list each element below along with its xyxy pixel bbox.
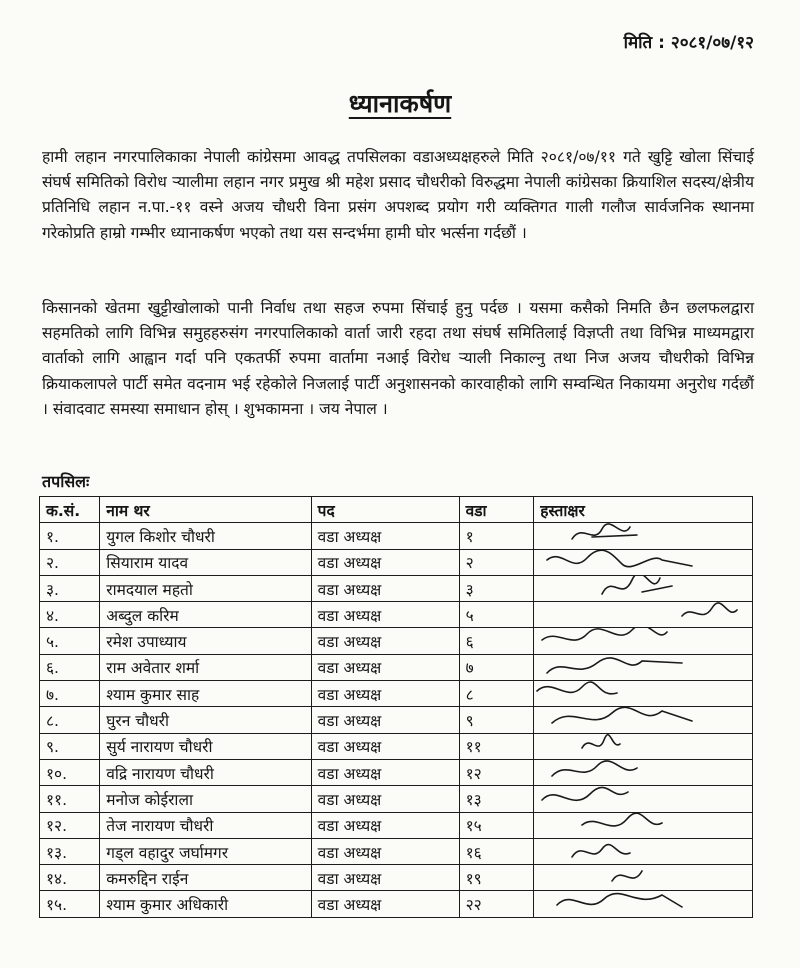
ward-cell: १५ [459,812,534,838]
signature-cell [534,549,753,575]
header-name: नाम थर [100,497,311,523]
name-cell: श्याम कुमार साह [100,681,311,707]
signature-cell [534,575,753,601]
post-cell: वडा अध्यक्ष [311,654,459,680]
name-cell: राम अवेतार शर्मा [100,654,311,680]
table-row [40,786,753,812]
serial-cell: ११. [40,786,100,812]
serial-cell: १४. [40,865,100,891]
serial-cell: ९. [40,733,100,759]
name-cell: सुर्य नारायण चौधरी [100,733,311,759]
handwritten-signature [542,838,752,864]
signature-cell [534,681,753,707]
ward-cell: ६ [459,628,534,654]
name-cell: कमरुद्दिन राईन [100,865,311,891]
ward-cell: ८ [459,681,534,707]
paragraph-1: हामी लहान नगरपालिकाका नेपाली कांग्रेसमा आवद्ध तपसिलका वडाअध्यक्षहरुले मिति २०८१/०७/११ गते खुट्टि खोला सिंचाई संघर्ष समितिको विरोध र्‍यालीमा लहान नगर प्रमुख श्री महेश प्रसाद चौधरीको विरुद्धमा नेपाली कांग्रेसका क्रियाशिल सदस्य/क्षेत्रीय प्रतिनिधि लहान न.पा.-११ वस्ने अजय चौधरी विना प्रसंग अपशब्द प्रयोग गरी व्यक्तिगत गाली गलौज सार्वजनिक स्थानमा गरेकोप्रति हाम्रो गम्भीर ध्यानाकर्षण भएको तथा यस सन्दर्भमा हामी घोर भर्त्सना गर्दछौं । [42,148,754,242]
name-cell: गड्ल वहादुर जर्घामगर [100,838,311,864]
serial-cell: ८. [40,707,100,733]
signature-stroke [537,682,617,694]
header-post: पद [311,497,459,523]
table-row [40,707,753,733]
table-row [40,733,753,759]
serial-cell: ४. [40,602,100,628]
table-row [40,681,753,707]
table-row [40,838,753,864]
table-row [40,523,753,549]
handwritten-signature [542,575,752,601]
name-cell: रामदयाल महतो [100,575,311,601]
serial-cell: १०. [40,759,100,785]
serial-cell: ५. [40,628,100,654]
ward-cell: ७ [459,654,534,680]
handwritten-signature [542,786,752,812]
name-cell: मनोज कोईराला [100,786,311,812]
serial-cell: ३. [40,575,100,601]
name-cell: रमेश उपाध्याय [100,628,311,654]
handwritten-signature [542,812,752,838]
name-cell: घुरन चौधरी [100,707,311,733]
ward-cell: २ [459,549,534,575]
post-cell: वडा अध्यक्ष [311,628,459,654]
signature-cell [534,891,753,917]
table-row [40,602,753,628]
signature-stroke [547,658,682,673]
serial-cell: १. [40,523,100,549]
name-cell: वद्रि नारायण चौधरी [100,759,311,785]
signature-stroke [552,708,692,724]
ward-cell: १६ [459,838,534,864]
handwritten-signature [542,523,752,549]
table-row [40,549,753,575]
post-cell: वडा अध्यक्ष [311,549,459,575]
serial-cell: १३. [40,838,100,864]
post-cell: वडा अध्यक्ष [311,707,459,733]
post-cell: वडा अध्यक्ष [311,838,459,864]
ward-cell: १ [459,523,534,549]
signature-stroke [682,603,737,616]
handwritten-signature [542,891,752,917]
signature-cell [534,733,753,759]
serial-cell: १५. [40,891,100,917]
name-cell: युगल किशोर चौधरी [100,523,311,549]
document-date: मिति : २०८१/०७/१२ [623,33,754,53]
table-row [40,865,753,891]
signature-stroke [572,844,630,856]
post-cell: वडा अध्यक्ष [311,759,459,785]
serial-cell: २. [40,549,100,575]
signature-cell [534,812,753,838]
name-cell: अब्दुल करिम [100,602,311,628]
signature-stroke [572,524,637,539]
post-cell: वडा अध्यक्ष [311,891,459,917]
signatory-table [39,496,753,918]
serial-cell: ७. [40,681,100,707]
post-cell: वडा अध्यक्ष [311,523,459,549]
post-cell: वडा अध्यक्ष [311,602,459,628]
signature-cell [534,786,753,812]
post-cell: वडा अध्यक्ष [311,575,459,601]
handwritten-signature [542,654,752,680]
table-header-row [40,497,753,523]
signature-cell [534,865,753,891]
signature-cell [534,838,753,864]
signature-stroke [582,813,662,826]
post-cell: वडा अध्यक्ष [311,786,459,812]
handwritten-signature [542,865,752,891]
handwritten-signature [542,549,752,575]
signature-stroke [542,628,667,641]
handwritten-signature [542,602,752,628]
handwritten-signature [542,759,752,785]
table-row [40,654,753,680]
ward-cell: १९ [459,865,534,891]
ward-cell: ९ [459,707,534,733]
post-cell: वडा अध्यक्ष [311,681,459,707]
header-signature: हस्ताक्षर [534,497,753,523]
name-cell: सियाराम यादव [100,549,311,575]
ward-cell: १२ [459,759,534,785]
handwritten-signature [542,707,752,733]
signature-cell [534,654,753,680]
post-cell: वडा अध्यक्ष [311,865,459,891]
header-serial: क.सं. [40,497,100,523]
signature-stroke [547,550,692,566]
ward-cell: ५ [459,602,534,628]
handwritten-signature [542,733,752,759]
signature-cell [534,759,753,785]
ward-cell: ११ [459,733,534,759]
signature-cell [534,602,753,628]
table-row [40,812,753,838]
signature-cell [534,707,753,733]
name-cell: श्याम कुमार अधिकारी [100,891,311,917]
document-title: ध्यानाकर्षण [348,89,452,118]
table-row [40,759,753,785]
table-row [40,628,753,654]
paragraph-2: किसानको खेतमा खुट्टीखोलाको पानी निर्वाध तथा सहज रुपमा सिंचाई हुनु पर्दछ । यसमा कसैको निमति छैन छलफलद्वारा सहमतिको लागि विभिन्न समुहहरुसंग नगरपालिकाको वार्ता जारी रहदा तथा संघर्ष समितिलाई विज्ञप्ती तथा विभिन्न माध्यमद्वारा वार्ताको लागि आह्वान गर्दा पनि एकतर्फी रुपमा वार्तामा नआई विरोध र्‍याली निकाल्नु तथा निज अजय चौधरीको विभिन्न क्रियाकलापले पार्टी समेत वदनाम भई रहेकोले निजलाई पार्टी अनुशासनको कारवाहीको लागि सम्वन्धित निकायमा अनुरोध गर्दछौं । संवादवाट समस्या समाधान होस् । शुभकामना । जय नेपाल । [42,299,754,418]
handwritten-signature [542,681,752,707]
signature-cell [534,628,753,654]
list-label: तपसिलः [42,472,90,491]
signature-stroke [582,734,620,747]
signature-stroke [552,761,637,776]
signature-cell [534,523,753,549]
table-row [40,891,753,917]
signature-stroke [557,894,682,907]
ward-cell: २२ [459,891,534,917]
signature-stroke [602,575,672,594]
ward-cell: १३ [459,786,534,812]
name-cell: तेज नारायण चौधरी [100,812,311,838]
signature-stroke [612,871,642,881]
post-cell: वडा अध्यक्ष [311,812,459,838]
header-ward: वडा [459,497,534,523]
signature-stroke [542,788,628,801]
ward-cell: ३ [459,575,534,601]
serial-cell: १२. [40,812,100,838]
post-cell: वडा अध्यक्ष [311,733,459,759]
table-row [40,575,753,601]
handwritten-signature [542,628,752,654]
serial-cell: ६. [40,654,100,680]
